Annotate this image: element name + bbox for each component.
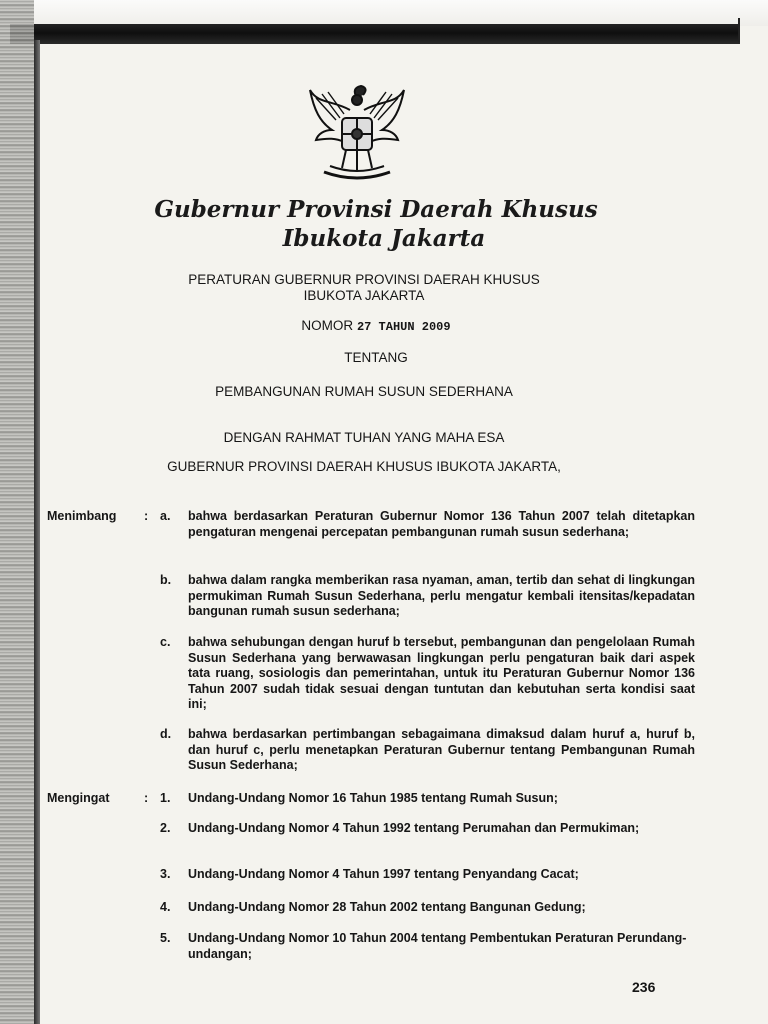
menimbang-text-a: bahwa berdasarkan Peraturan Gubernur Nomor 136 Tahun 2007 telah ditetapkan pengaturan mengenai percepatan pembangunan rumah susun sederhana; [188, 509, 695, 539]
blessing-line: DENGAN RAHMAT TUHAN YANG MAHA ESA [223, 430, 505, 445]
regulation-subject: PEMBANGUNAN RUMAH SUSUN SEDERHANA [215, 384, 513, 399]
regulation-title-line-1: PERATURAN GUBERNUR PROVINSI DAERAH KHUSUS [188, 272, 540, 287]
mengingat-colon: : [144, 791, 149, 805]
regulation-number [12, 318, 740, 334]
tentang-heading: TENTANG [344, 350, 408, 365]
menimbang-text-c: bahwa sehubungan dengan huruf b tersebut, pembangunan dan pengelolaan Rumah Susun Sederhana yang berwawasan lingkungan perlu pengaturan baik dari aspek tata ruang, sosiologis dan pemerintahan, untuk itu Peraturan Gubernur Nomor 136 Tahun 2007 sudah tidak sesuai dengan tuntutan dan kebutuhan serta kondisi saat ini; [188, 635, 695, 711]
scan-left-edge [0, 0, 34, 1024]
authority-line: GUBERNUR PROVINSI DAERAH KHUSUS IBUKOTA JAKARTA, [167, 459, 561, 474]
menimbang-colon: : [144, 509, 149, 523]
scan-shadow-bar [10, 24, 740, 44]
list-marker: 2. [160, 821, 171, 835]
menimbang-label: Menimbang [47, 509, 117, 523]
menimbang-text-d: bahwa berdasarkan pertimbangan sebagaimana dimaksud dalam huruf a, huruf b, dan huruf c, perlu menetapkan Peraturan Gubernur tentang Pembangunan Rumah Susun Sederhana; [188, 727, 695, 772]
scan-right-mark [738, 18, 740, 42]
mengingat-text-3: Undang-Undang Nomor 4 Tahun 1997 tentang Penyandang Cacat; [188, 867, 579, 881]
garuda-emblem-icon [302, 80, 412, 190]
list-marker: a. [160, 509, 171, 523]
mengingat-label: Mengingat [47, 791, 110, 805]
mengingat-text-1: Undang-Undang Nomor 16 Tahun 1985 tentang Rumah Susun; [188, 791, 558, 805]
page-number: 236 [632, 979, 656, 995]
nomor-value: 27 TAHUN 2009 [356, 320, 451, 334]
list-marker: 5. [160, 931, 171, 945]
list-marker: 1. [160, 791, 171, 805]
list-marker: c. [160, 635, 171, 649]
list-marker: b. [160, 573, 172, 587]
governor-script-title: Gubernur Provinsi Daerah Khusus [154, 196, 598, 223]
menimbang-text-b: bahwa dalam rangka memberikan rasa nyaman, aman, tertib dan sehat di lingkungan permukiman Rumah Susun Sederhana, perlu mengatur kembali itensitas/kepadatan bangunan rumah susun sederhana; [188, 573, 695, 618]
list-marker: d. [160, 727, 172, 741]
scan-top-edge [0, 0, 768, 26]
list-marker: 3. [160, 867, 171, 881]
scan-left-shadow [34, 40, 40, 1024]
nomor-prefix: NOMOR [301, 318, 354, 333]
regulation-title-line-2: IBUKOTA JAKARTA [303, 288, 425, 303]
mengingat-text-4: Undang-Undang Nomor 28 Tahun 2002 tentang Bangunan Gedung; [188, 900, 586, 914]
mengingat-text-5: Undang-Undang Nomor 10 Tahun 2004 tentang Pembentukan Peraturan Perundang-undangan; [188, 931, 687, 961]
jakarta-script-title: Ibukota Jakarta [282, 225, 486, 252]
list-marker: 4. [160, 900, 171, 914]
mengingat-text-2: Undang-Undang Nomor 4 Tahun 1992 tentang Perumahan dan Permukiman; [188, 821, 640, 835]
